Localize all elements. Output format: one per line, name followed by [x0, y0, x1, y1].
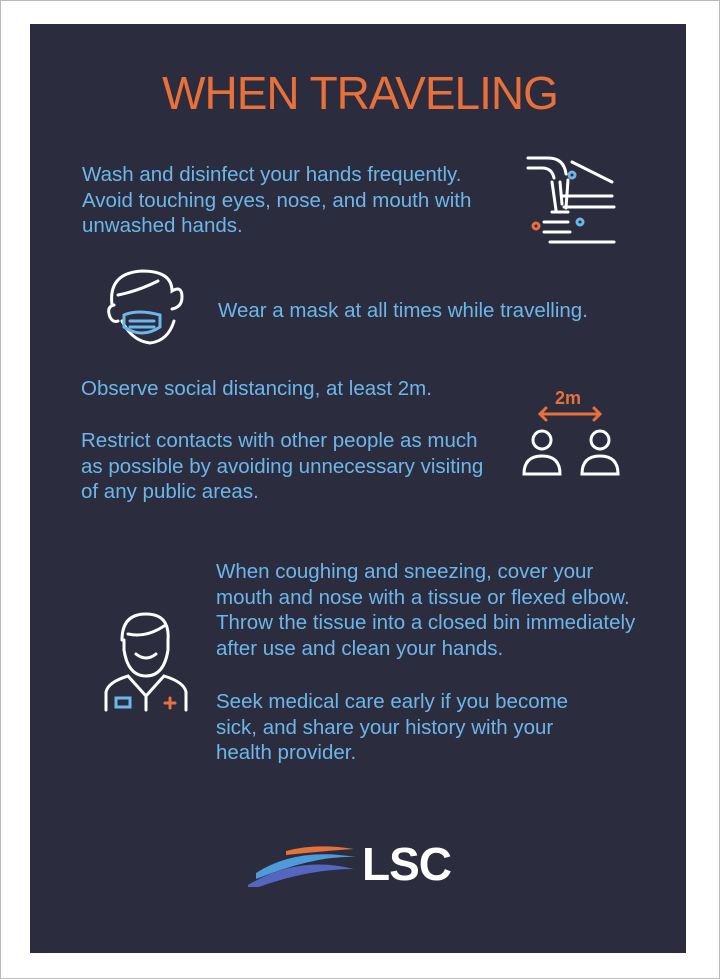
mask-face-icon	[100, 265, 190, 347]
doctor-icon	[100, 610, 190, 715]
distance-text: Observe social distancing, at least 2m.	[81, 377, 432, 400]
medical-text: Seek medical care early if you become sick, and share your history with your health provider.	[216, 690, 569, 764]
contacts-text: Restrict contacts with other people as much as possible by avoiding unnecessary visiting of any public areas.	[81, 429, 484, 503]
lsc-logo: LSC	[362, 838, 451, 890]
lsc-wave-logo-icon	[246, 843, 358, 887]
hand-washing-icon	[522, 152, 622, 247]
poster-title: WHEN TRAVELING	[162, 67, 558, 119]
social-distance-icon	[518, 404, 624, 480]
distance-label: 2m	[555, 388, 582, 408]
mask-text: Wear a mask at all times while travelling.	[218, 299, 588, 322]
hands-text: Wash and disinfect your hands frequently. Avoid touching eyes, nose, and mouth with unwashed hands.	[82, 163, 472, 237]
cough-text: When coughing and sneezing, cover your mouth and nose with a tissue or flexed elbow. Throw the tissue into a closed bin immediately after use and clean your hands.	[216, 560, 636, 660]
